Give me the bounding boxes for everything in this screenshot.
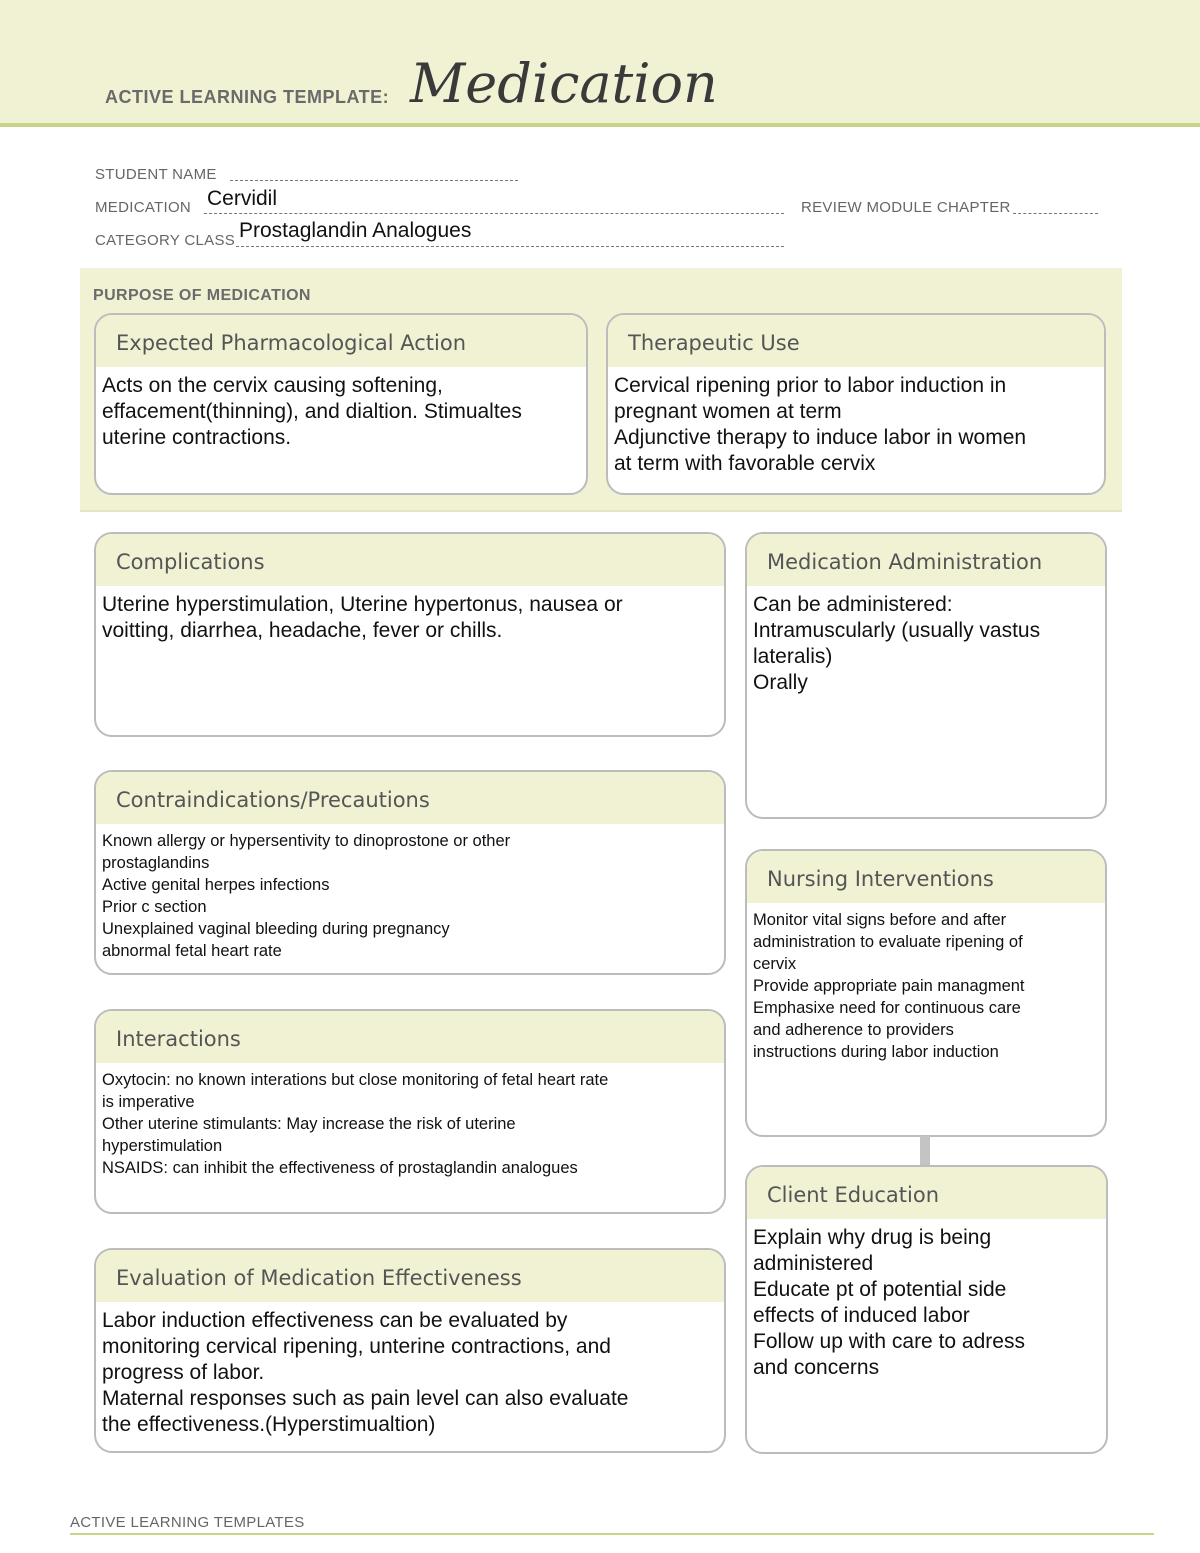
complications-card: [94, 532, 726, 737]
contraindications-title: Contraindications/Precautions: [96, 772, 724, 824]
category-class-label: CATEGORY CLASS: [95, 232, 236, 249]
nursing-interventions-card: [745, 849, 1107, 1137]
interactions-card: [94, 1009, 726, 1214]
purpose-panel-rule: [80, 510, 1122, 512]
header-rule: [0, 123, 1200, 127]
footer-rule: [70, 1533, 1154, 1535]
category-class-field[interactable]: Prostaglandin Analogues: [239, 219, 472, 242]
contraindications-text[interactable]: Known allergy or hypersentivity to dinoprostone or other prostaglandins Active genital herpes infections Prior c section Unexplained vaginal bleeding during pregnancy abnormal fetal heart rate: [102, 832, 511, 960]
therapeutic-use-card: [606, 313, 1106, 495]
student-name-label: STUDENT NAME: [95, 166, 217, 183]
interactions-title: Interactions: [96, 1011, 724, 1063]
medication-administration-card: [745, 532, 1107, 819]
nursing-interventions-text[interactable]: Monitor vital signs before and after administration to evaluate ripening of cervix Provide appropriate pain managment Emphasixe need for continuous care and adherence to providers instructions during labor induction: [753, 911, 1025, 1061]
evaluation-text[interactable]: Labor induction effectiveness can be evaluated by monitoring cervical ripening, unterine contractions, and progress of labor. Maternal responses such as pain level can also evaluate the effectiveness.(Hyperstimualtion): [102, 1309, 629, 1436]
nursing-interventions-title: Nursing Interventions: [747, 851, 1105, 903]
evaluation-card: [94, 1248, 726, 1453]
medication-label: MEDICATION: [95, 199, 192, 216]
page-title: Medication: [410, 52, 718, 115]
complications-title: Complications: [96, 534, 724, 586]
therapeutic-use-title: Therapeutic Use: [608, 315, 1104, 367]
purpose-label: PURPOSE OF MEDICATION: [93, 287, 311, 304]
category-class-line: [236, 246, 784, 247]
expected-action-text[interactable]: Acts on the cervix causing softening, effacement(thinning), and dialtion. Stimualtes uterine contractions.: [102, 374, 522, 449]
medication-administration-title: Medication Administration: [747, 534, 1105, 586]
card-connector: [920, 1136, 930, 1166]
complications-text[interactable]: Uterine hyperstimulation, Uterine hypertonus, nausea or voitting, diarrhea, headache, fever or chills.: [102, 593, 623, 642]
client-education-text[interactable]: Explain why drug is being administered Educate pt of potential side effects of induced labor Follow up with care to adress and concerns: [753, 1226, 1025, 1379]
interactions-text[interactable]: Oxytocin: no known interations but close monitoring of fetal heart rate is imperative Other uterine stimulants: May increase the risk of uterine hyperstimulation NSAIDS: can inhibit the effectiveness of prostaglandin analogues: [102, 1071, 609, 1177]
evaluation-title: Evaluation of Medication Effectiveness: [96, 1250, 724, 1302]
contraindications-card: [94, 770, 726, 975]
student-name-line: [230, 180, 518, 181]
client-education-card: [745, 1165, 1108, 1454]
template-label: ACTIVE LEARNING TEMPLATE:: [105, 87, 390, 107]
expected-action-card: [94, 313, 588, 495]
client-education-title: Client Education: [747, 1167, 1106, 1219]
review-module-line: [1013, 213, 1098, 214]
therapeutic-use-text[interactable]: Cervical ripening prior to labor induction in pregnant women at term Adjunctive therapy to induce labor in women at term with favorable cervix: [614, 374, 1027, 475]
medication-administration-text[interactable]: Can be administered: Intramuscularly (usually vastus lateralis) Orally: [753, 593, 1041, 694]
expected-action-title: Expected Pharmacological Action: [96, 315, 586, 367]
footer-text: ACTIVE LEARNING TEMPLATES: [70, 1514, 305, 1531]
review-module-label: REVIEW MODULE CHAPTER: [801, 199, 1011, 216]
medication-field[interactable]: Cervidil: [207, 187, 278, 210]
medication-line: [204, 213, 784, 214]
